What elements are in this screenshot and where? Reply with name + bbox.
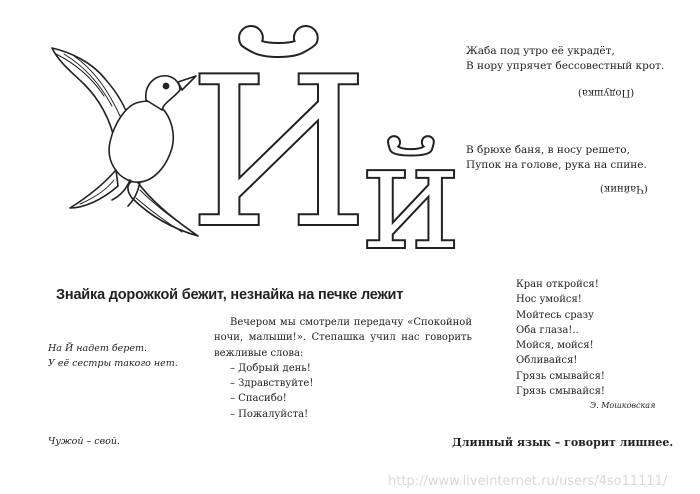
poem-line: Грязь смывайся! [516, 370, 605, 382]
beret-line: На Й надет берет. [48, 343, 148, 354]
riddle-line: Пупок на голове, рука на спине. [466, 159, 647, 171]
footer-proverb-right: Длинный язык – говорит лишнее. [452, 436, 674, 449]
poem-author: Э. Мошковская [590, 401, 656, 410]
poem-line: Мойтесь сразу [516, 309, 594, 321]
letter-uppercase: Й [188, 33, 370, 275]
story-phrase: – Здравствуйте! [230, 378, 314, 390]
riddle-answer-kettle: (Чайник) [600, 183, 648, 194]
main-proverb: Знайка дорожкой бежит, незнайка на печке лежит [56, 287, 404, 303]
riddle-line: В нору упрячет бессовестный крот. [466, 60, 665, 72]
watermark-url: http://www.liveinternet.ru/users/4so11111/ [388, 474, 668, 489]
riddle-answer-pillow: (Подушка) [578, 87, 635, 98]
beret-line: У её сестры такого нет. [48, 358, 178, 369]
story-phrase: – Добрый день! [230, 362, 311, 374]
riddle-line: Жаба под утро её украдёт, [466, 45, 615, 57]
poem-line: Кран откройся! [516, 279, 599, 290]
poem-line: Обливайся! [516, 355, 578, 367]
poem-line: Грязь смывайся! [516, 386, 605, 398]
riddle-pillow [466, 44, 664, 74]
footer-proverb-left: Чужой – свой. [48, 436, 120, 447]
story-phrase: – Спасибо! [230, 393, 287, 405]
poem-line: Оба глаза!.. [516, 324, 579, 336]
story-paragraph: Вечером мы смотрели передачу «Спокойной ночи, малыши!». Степашка учил нас говорить вежливые слова: [214, 317, 472, 359]
poem [516, 277, 605, 399]
story [214, 315, 472, 422]
beret-rhyme [48, 341, 178, 371]
bird-illustration [40, 40, 200, 250]
letter-lowercase: й [362, 110, 462, 284]
riddle-line: В брюхе баня, в носу решето, [466, 144, 630, 156]
story-phrase: – Пожалуйста! [230, 408, 309, 420]
riddle-kettle [466, 143, 647, 173]
poem-line: Нос умойся! [516, 294, 582, 306]
poem-line: Мойся, мойся! [516, 340, 594, 352]
